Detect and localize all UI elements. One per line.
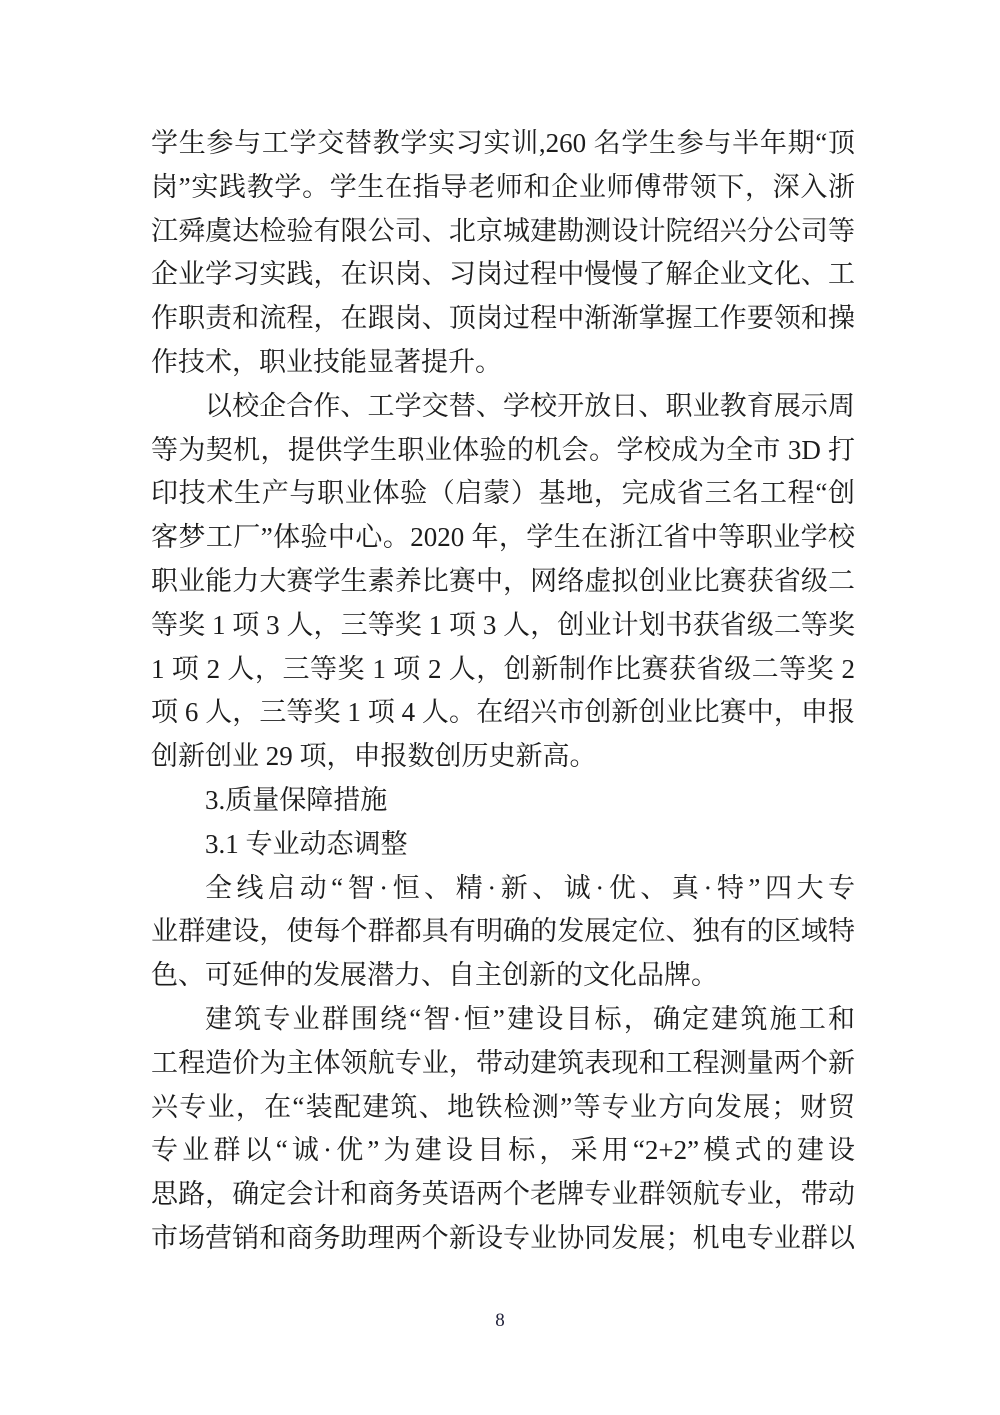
text-line: 市场营销和商务助理两个新设专业协同发展；机电专业群以 bbox=[151, 1222, 855, 1253]
text-line: 学生参与工学交替教学实习实训,260 名学生参与半年期“顶 bbox=[151, 128, 855, 158]
section-heading-3: 3.质量保障措施 bbox=[205, 784, 388, 815]
text-line: 职业能力大赛学生素养比赛中，网络虚拟创业比赛获省级二 bbox=[151, 565, 855, 596]
text-line: 项 6 人，三等奖 1 项 4 人。在绍兴市创新创业比赛中，申报 bbox=[151, 697, 855, 728]
document-body bbox=[151, 122, 855, 1261]
text-line: 以校企合作、工学交替、学校开放日、职业教育展示周 bbox=[205, 390, 855, 421]
text-line: 兴专业，在“装配建筑、地铁检测”等专业方向发展；财贸 bbox=[151, 1091, 855, 1122]
text-line: 1 项 2 人，三等奖 1 项 2 人，创新制作比赛获省级二等奖 2 bbox=[151, 653, 855, 684]
text-line: 等奖 1 项 3 人，三等奖 1 项 3 人，创业计划书获省级二等奖 bbox=[151, 609, 855, 640]
text-line: 等为契机，提供学生职业体验的机会。学校成为全市 3D 打 bbox=[151, 434, 855, 465]
text-line: 岗”实践教学。学生在指导老师和企业师傅带领下，深入浙 bbox=[151, 171, 855, 202]
text-line: 专业群以“诚·优”为建设目标，采用“2+2”模式的建设 bbox=[151, 1135, 855, 1166]
text-line: 企业学习实践，在识岗、习岗过程中慢慢了解企业文化、工 bbox=[151, 259, 855, 290]
text-line: 建筑专业群围绕“智·恒”建设目标，确定建筑施工和 bbox=[205, 1003, 855, 1034]
text-line: 作职责和流程，在跟岗、顶岗过程中渐渐掌握工作要领和操 bbox=[151, 303, 855, 334]
text-line: 创新创业 29 项，申报数创历史新高。 bbox=[151, 741, 597, 772]
text-line: 作技术，职业技能显著提升。 bbox=[151, 346, 502, 377]
text-line: 客梦工厂”体验中心。2020 年，学生在浙江省中等职业学校 bbox=[151, 522, 855, 553]
text-line: 思路，确定会计和商务英语两个老牌专业群领航专业，带动 bbox=[151, 1179, 855, 1210]
text-line: 工程造价为主体领航专业，带动建筑表现和工程测量两个新 bbox=[151, 1047, 855, 1078]
text-line: 业群建设，使每个群都具有明确的发展定位、独有的区域特 bbox=[151, 916, 855, 947]
section-heading-3-1: 3.1 专业动态调整 bbox=[205, 828, 408, 859]
text-line: 江舜虞达检验有限公司、北京城建勘测设计院绍兴分公司等 bbox=[151, 215, 855, 246]
page-number: 8 bbox=[495, 1310, 505, 1331]
text-line: 全线启动“智·恒、精·新、诚·优、真·特”四大专 bbox=[205, 872, 855, 903]
text-line: 色、可延伸的发展潜力、自主创新的文化品牌。 bbox=[151, 960, 718, 991]
text-line: 印技术生产与职业体验（启蒙）基地，完成省三名工程“创 bbox=[151, 478, 855, 509]
